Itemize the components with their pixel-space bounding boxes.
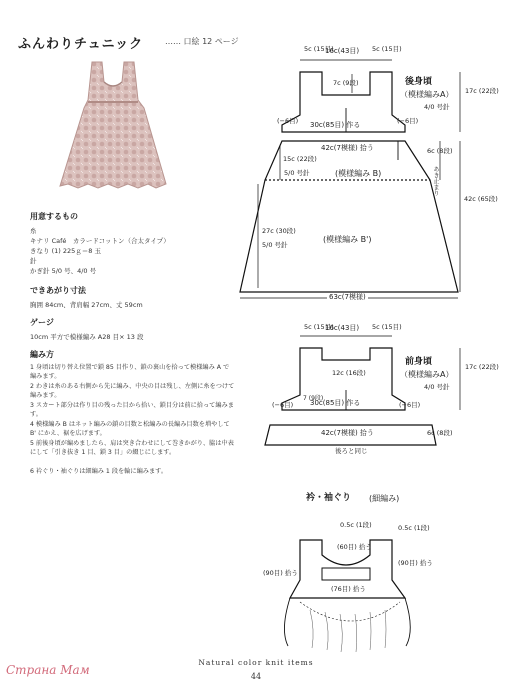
edging-armhole-left: (90目) 拾う xyxy=(263,569,298,577)
front-shoulder-left: 5c (15目) xyxy=(304,323,334,331)
front-neck-depth: 12c (16段) xyxy=(332,369,366,377)
edging-subtitle: (細編み) xyxy=(369,494,400,503)
back-pattern-b: (模様編み B) xyxy=(335,169,382,178)
edging-front-neck: (60目) 拾う xyxy=(337,543,372,551)
back-armhole-right: (−6目) xyxy=(397,117,419,125)
method-step-3: 3 スカート部分は作り目の残った目から拾い、鎖目分は前に拾って編みます。 xyxy=(30,402,234,418)
back-pattern: （模様編みA） xyxy=(400,90,454,99)
page-number: 44 xyxy=(250,672,262,681)
front-yoke-height: 17c (22段) xyxy=(465,363,499,371)
front-armhole-left: (−6目) xyxy=(272,401,294,409)
size-heading: できあがり寸法 xyxy=(30,286,86,295)
front-armhole-right: (−6目) xyxy=(399,401,421,409)
front-title: 前身頃 xyxy=(405,357,433,367)
back-title: 後身頃 xyxy=(405,77,433,87)
front-side-small: 7 (9段) xyxy=(303,395,324,402)
needle-label: 針 xyxy=(30,257,37,265)
method-step-2: 2 わきは糸のある右側から先に編み、中央の目は残し、左側に糸をつけて編みます。 xyxy=(30,383,235,399)
front-chain: 30c(85目) 作る xyxy=(310,399,361,407)
edging-row-left: 0.5c (1段) xyxy=(340,521,372,529)
footer-text: Natural color knit items xyxy=(198,658,314,667)
back-skirt-outline xyxy=(240,141,458,292)
back-lower-depth: 27c (30段) xyxy=(262,227,296,235)
back-no-shape: 6c (8段) xyxy=(427,147,453,155)
edging-title: 衿・袖ぐり xyxy=(306,493,352,503)
method-heading: 編み方 xyxy=(30,350,54,359)
yarn-name: キナリ Café カラードコットン（合太タイプ） xyxy=(30,237,170,245)
back-skirt-pickup: 42c(7模様) 拾う xyxy=(321,144,374,152)
back-shoulder-left: 5c (15目) xyxy=(304,45,334,53)
back-armhole-left: (−6目) xyxy=(277,117,299,125)
method-step-5: 5 前後身頃が編めましたら、肩は突き合わせにして巻きかがり、脇は中表にして「引き抜き 1 目、鎖 3 目」の綴じにします。 xyxy=(30,440,234,456)
method-step-4: 4 模様編み B はネット編みの鎖の目数と松編みの長編み目数を増やして B' にかえ、裾を広げます。 xyxy=(30,421,230,437)
gauge-heading: ゲージ xyxy=(30,318,54,327)
front-no-shape: 6c (8段) xyxy=(427,429,453,437)
back-chain: 30c(85目) 作る xyxy=(310,121,361,129)
back-shoulder-right: 5c (15目) xyxy=(372,45,402,53)
back-neck-width: 16c(43目) xyxy=(325,47,360,55)
back-side-opening: あき止まり xyxy=(432,166,439,196)
back-hem-width: 63c(7模様) xyxy=(329,293,366,301)
back-lower-hook: 5/0 号針 xyxy=(262,241,288,249)
back-pattern-b2: (模様編み B') xyxy=(323,235,372,244)
gauge-value: 10cm 平方で模様編み A28 目× 13 段 xyxy=(30,333,144,341)
back-hook: 4/0 号針 xyxy=(424,103,450,111)
edging-armhole-right: (90目) 拾う xyxy=(398,559,433,567)
back-neck-depth: 7c (9段) xyxy=(333,79,359,87)
front-same-as-back: 後ろと同じ xyxy=(335,447,368,455)
back-upper-hook: 5/0 号針 xyxy=(284,169,310,177)
materials-heading: 用意するもの xyxy=(30,212,78,221)
back-skirt-length: 42c (65段) xyxy=(464,195,498,203)
photo-reference: …… 口絵 12 ページ xyxy=(165,37,239,46)
front-hook: 4/0 号針 xyxy=(424,383,450,391)
back-yoke-height: 17c (22段) xyxy=(465,87,499,95)
needle-size: かぎ針 5/0 号、4/0 号 xyxy=(30,267,97,275)
front-skirt-pickup: 42c(7模様) 拾う xyxy=(321,429,374,437)
yarn-amount: きなり (1) 225ｇ＝8 玉 xyxy=(30,247,101,255)
method-step-1: 1 身頃は切り替え位置で鎖 85 目作り、鎖の裏山を拾って模様編み A で編みます。 xyxy=(30,364,230,380)
watermark: Страна Мам xyxy=(6,663,90,677)
front-pattern: （模様編みA） xyxy=(400,370,454,379)
method-step-6: 6 衿ぐり・袖ぐりは細編み 1 段を輪に編みます。 xyxy=(30,468,168,475)
edging-row-right: 0.5c (1段) xyxy=(398,524,430,532)
page-title: ふんわりチュニック xyxy=(18,37,144,52)
yarn-label: 糸 xyxy=(30,227,37,235)
back-upper-depth: 15c (22段) xyxy=(283,155,317,163)
front-neck-width: 16c(43目) xyxy=(325,324,360,332)
edging-back-neck: (76目) 拾う xyxy=(331,585,366,593)
front-shoulder-right: 5c (15目) xyxy=(372,323,402,331)
size-value: 胸囲 84cm、背肩幅 27cm、丈 59cm xyxy=(30,301,143,309)
